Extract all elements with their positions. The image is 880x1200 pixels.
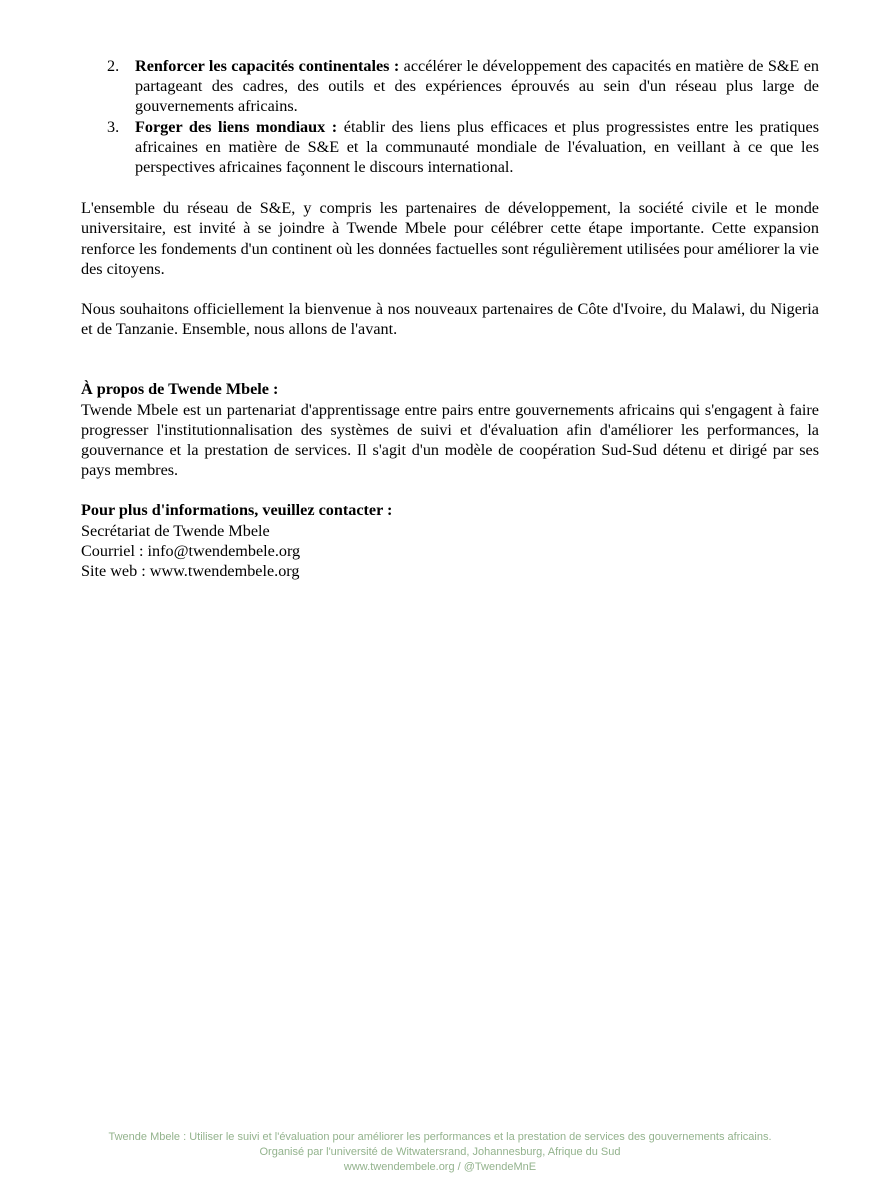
network-paragraph: L'ensemble du réseau de S&E, y compris les partenaires de développement, la société civile et le monde universitaire, est invité à se joindre à Twende Mbele pour célébrer cette étape importante. Cette expansion renforce les fondements d'un continent où les données factuelles sont régulièrement utilisées pour améliorer la vie des citoyens. [81, 199, 819, 278]
document-page [81, 56, 819, 581]
about-text: Twende Mbele est un partenariat d'apprentissage entre pairs entre gouvernements africains qui s'engagent à faire progresser l'institutionnalisation des systèmes de suivi et d'évaluation afin d'améliorer les performances, la gouvernance et la prestation de services. Il s'agit d'un modèle de coopération Sud-Sud détenu et dirigé par ses pays membres. [81, 400, 819, 480]
list-item [81, 117, 819, 178]
footer-tagline: Twende Mbele : Utiliser le suivi et l'évaluation pour améliorer les performances et la prestation de services des gouvernements africains. [108, 1131, 772, 1143]
list-item-text: établir des liens plus efficaces et plus progressistes entre les pratiques africaines en matière de S&E et la communauté mondiale de l'évaluation, en veillant à ce que les perspectives africaines façonnent le discours international. [135, 117, 819, 177]
welcome-paragraph: Nous souhaitons officiellement la bienvenue à nos nouveaux partenaires de Côte d'Ivoire, du Malawi, du Nigeria et de Tanzanie. Ensemble, nous allons de l'avant. [81, 300, 819, 339]
list-item-number: 3. [107, 117, 120, 136]
contact-heading: Pour plus d'informations, veuillez contacter : [81, 501, 393, 520]
footer-host: Organisé par l'université de Witwatersrand, Johannesburg, Afrique du Sud [259, 1146, 621, 1158]
list-item-heading: Forger des liens mondiaux : [135, 117, 338, 136]
contact-website: Site web : www.twendembele.org [81, 562, 300, 581]
list-item-text: accélérer le développement des capacités en matière de S&E en partageant des cadres, des outils et des expériences éprouvés au sein d'un réseau plus large de gouvernements africains. [135, 57, 819, 116]
contact-organization: Secrétariat de Twende Mbele [81, 521, 270, 540]
about-heading: À propos de Twende Mbele : [81, 380, 279, 399]
list-item [81, 56, 819, 117]
objectives-list [81, 56, 819, 177]
list-item-heading: Renforcer les capacités continentales : [135, 57, 400, 75]
list-item-number: 2. [107, 57, 120, 75]
about-section [81, 379, 819, 480]
page-footer [0, 1130, 880, 1175]
footer-links: www.twendembele.org / @TwendeMnE [343, 1161, 537, 1173]
contact-email: Courriel : info@twendembele.org [81, 541, 301, 560]
contact-section [81, 500, 819, 581]
